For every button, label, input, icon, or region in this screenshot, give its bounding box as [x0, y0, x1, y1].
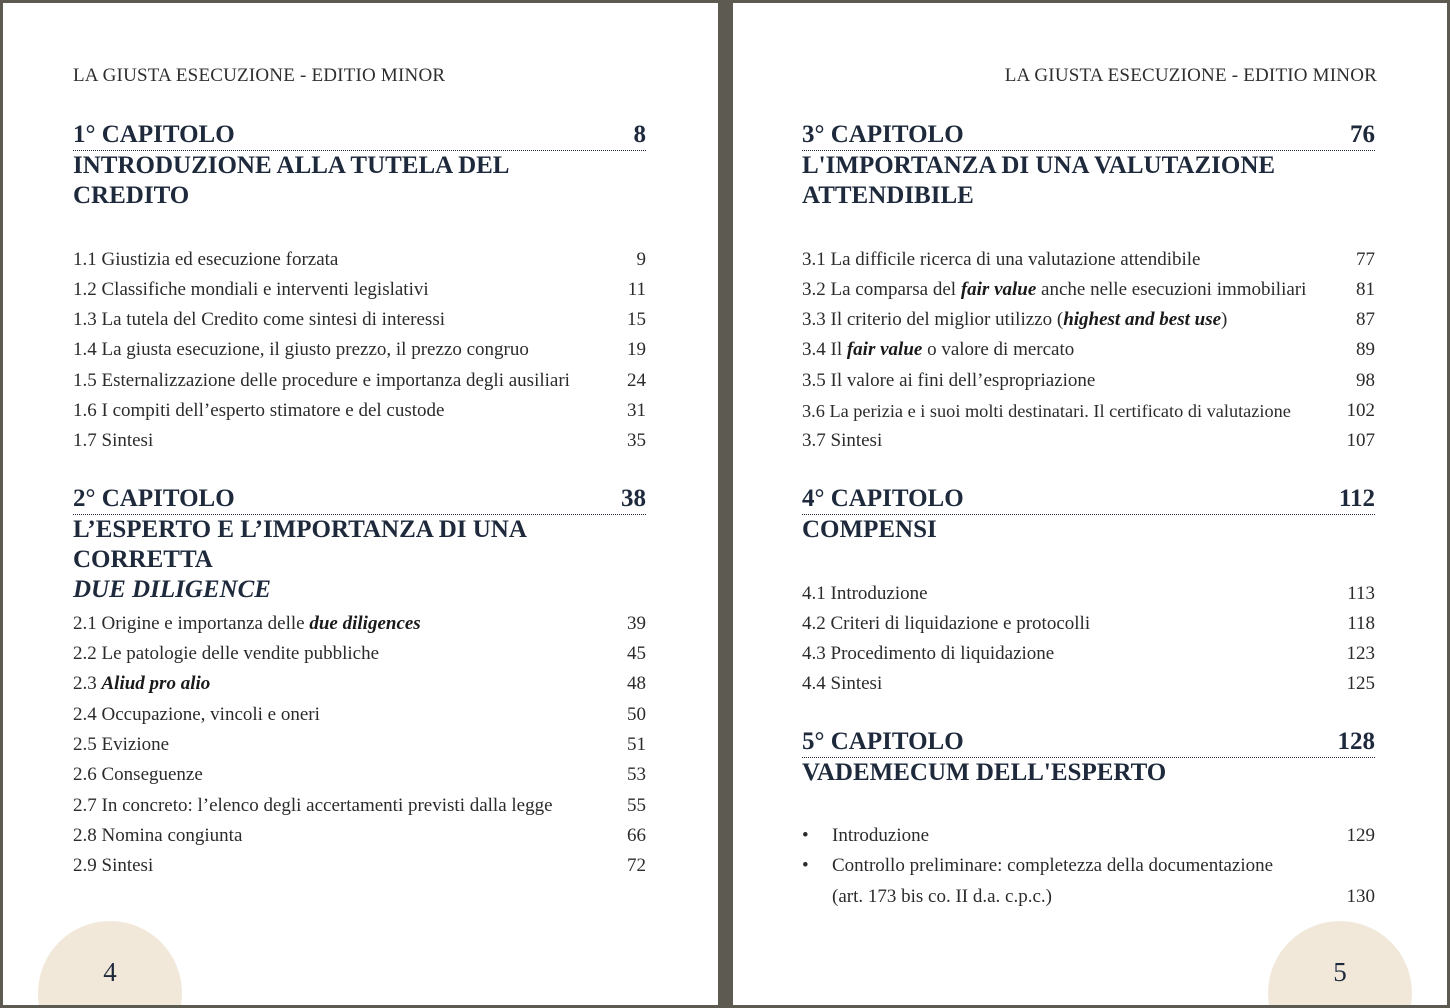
- entry-page: 15: [627, 309, 646, 330]
- entry-page: 19: [627, 339, 646, 360]
- entry-page: 118: [1347, 613, 1375, 634]
- toc-entry[interactable]: 2.3 Aliud pro alio 48: [73, 673, 646, 694]
- toc-entry[interactable]: 3.7 Sintesi 107: [802, 430, 1375, 451]
- running-head: LA GIUSTA ESECUZIONE - EDITIO MINOR: [73, 65, 446, 86]
- toc-entry[interactable]: 3.3 Il criterio del miglior utilizzo (highest and best use) 87: [802, 309, 1375, 330]
- toc-entry[interactable]: 1.1 Giustizia ed esecuzione forzata 9: [73, 249, 646, 270]
- bullet: •: [802, 825, 809, 846]
- toc-entry[interactable]: 2.9 Sintesi 72: [73, 855, 646, 876]
- chapter-heading-line: [802, 728, 1375, 758]
- toc-entry[interactable]: 3.5 Il valore ai fini dell’espropriazione 98: [802, 370, 1375, 391]
- chapter-title: L'IMPORTANZA DI UNA VALUTAZIONE ATTENDIBILE: [802, 152, 1276, 209]
- chapter-title: VADEMECUM DELL'ESPERTO: [802, 759, 1167, 786]
- right-page: [733, 3, 1447, 1005]
- toc-entry[interactable]: 3.1 La difficile ricerca di una valutazione attendibile 77: [802, 249, 1375, 270]
- toc-entry[interactable]: 4.1 Introduzione 113: [802, 583, 1375, 604]
- chapter-3: [802, 121, 1375, 211]
- entry-page: 51: [627, 734, 646, 755]
- entry-page: 98: [1356, 370, 1375, 391]
- toc-entry[interactable]: 2.6 Conseguenze 53: [73, 764, 646, 785]
- toc-entry[interactable]: 4.3 Procedimento di liquidazione 123: [802, 643, 1375, 664]
- entry-page: 89: [1356, 339, 1375, 360]
- entry-page: 66: [627, 825, 646, 846]
- toc-entry[interactable]: 2.7 In concreto: l’elenco degli accertamenti previsti dalla legge 55: [73, 795, 646, 816]
- entry-page: 45: [627, 643, 646, 664]
- entry-page: 72: [627, 855, 646, 876]
- left-page: [3, 3, 718, 1005]
- chapter-page: 76: [1350, 121, 1375, 148]
- chapter-heading: 4° CAPITOLO: [802, 485, 964, 512]
- entry-page: 48: [627, 673, 646, 694]
- entry-page: 53: [627, 764, 646, 785]
- toc-entry[interactable]: 1.5 Esternalizzazione delle procedure e importanza degli ausiliari 24: [73, 370, 646, 391]
- toc-entry[interactable]: 3.6 La perizia e i suoi molti destinatari. Il certificato di valutazione 102: [802, 400, 1375, 421]
- entry-page: 9: [636, 249, 646, 270]
- toc-entry[interactable]: • Controllo preliminare: completezza della documentazione: [802, 855, 1274, 876]
- page-number: 4: [103, 957, 117, 987]
- chapter-heading-line: [802, 485, 1375, 515]
- toc-entry[interactable]: 1.2 Classifiche mondiali e interventi legislativi 11: [73, 279, 646, 300]
- toc-entry[interactable]: 3.2 La comparsa del fair value anche nelle esecuzioni immobiliari 81: [802, 279, 1375, 300]
- toc-entry[interactable]: 2.5 Evizione 51: [73, 734, 646, 755]
- chapter-heading-line: [802, 121, 1375, 151]
- entry-page: 129: [1346, 825, 1375, 846]
- toc-entry[interactable]: 1.6 I compiti dell’esperto stimatore e del custode 31: [73, 400, 646, 421]
- entry-page: 77: [1356, 249, 1375, 270]
- entry-page: 107: [1346, 430, 1375, 451]
- entry-page: 35: [627, 430, 646, 451]
- chapter-1: [73, 121, 646, 211]
- chapter-page: 8: [633, 121, 646, 148]
- page-number-badge: [38, 921, 182, 1005]
- entry-page: 31: [627, 400, 646, 421]
- chapter-title: L’ESPERTO E L’IMPORTANZA DI UNA CORRETTA DUE DILIGENCE: [73, 516, 526, 603]
- chapter-page: 112: [1338, 485, 1375, 512]
- chapter-heading: 1° CAPITOLO: [73, 121, 235, 148]
- toc-entry[interactable]: 2.8 Nomina congiunta 66: [73, 825, 646, 846]
- entry-page: 87: [1356, 309, 1375, 330]
- entry-page: 130: [1346, 886, 1375, 907]
- entry-page: 39: [627, 613, 646, 634]
- chapter-heading: 5° CAPITOLO: [802, 728, 964, 755]
- toc-entry[interactable]: 2.4 Occupazione, vincoli e oneri 50: [73, 704, 646, 725]
- entry-page: 81: [1356, 279, 1375, 300]
- toc-entry[interactable]: 4.2 Criteri di liquidazione e protocolli 118: [802, 613, 1375, 634]
- entry-page: 123: [1346, 643, 1375, 664]
- chapter-title: COMPENSI: [802, 516, 937, 543]
- entry-page: 113: [1347, 583, 1375, 604]
- toc-entry[interactable]: 3.4 Il fair value o valore di mercato 89: [802, 339, 1375, 360]
- chapter-2: [73, 485, 646, 605]
- entry-page: 102: [1346, 400, 1375, 421]
- entry-page: 50: [627, 704, 646, 725]
- toc-entry[interactable]: 2.1 Origine e importanza delle due diligences 39: [73, 613, 646, 634]
- chapter-heading-line: [73, 121, 646, 151]
- entry-page: 24: [627, 370, 646, 391]
- bullet: •: [802, 855, 809, 876]
- toc-entry[interactable]: • Introduzione 129: [802, 825, 1375, 846]
- chapter-heading: 3° CAPITOLO: [802, 121, 964, 148]
- page-number: 5: [1333, 957, 1347, 987]
- entry-page: 125: [1346, 673, 1375, 694]
- toc-entry[interactable]: (art. 173 bis co. II d.a. c.p.c.) 130: [832, 886, 1375, 907]
- chapter-5: [802, 728, 1375, 788]
- page-number-badge: [1268, 921, 1412, 1005]
- toc-entry[interactable]: 1.3 La tutela del Credito come sintesi di interessi 15: [73, 309, 646, 330]
- chapter-4: [802, 485, 1375, 545]
- chapter-heading: 2° CAPITOLO: [73, 485, 235, 512]
- entry-page: 11: [627, 279, 646, 300]
- toc-entry[interactable]: 4.4 Sintesi 125: [802, 673, 1375, 694]
- toc-entry[interactable]: 1.7 Sintesi 35: [73, 430, 646, 451]
- chapter-page: 128: [1337, 728, 1375, 755]
- chapter-title: INTRODUZIONE ALLA TUTELA DEL CREDITO: [73, 152, 510, 209]
- toc-entry[interactable]: 1.4 La giusta esecuzione, il giusto prezzo, il prezzo congruo 19: [73, 339, 646, 360]
- chapter-heading-line: [73, 485, 646, 515]
- toc-entry[interactable]: 2.2 Le patologie delle vendite pubbliche 45: [73, 643, 646, 664]
- running-head: LA GIUSTA ESECUZIONE - EDITIO MINOR: [1004, 65, 1377, 86]
- entry-page: 55: [627, 795, 646, 816]
- chapter-page: 38: [621, 485, 646, 512]
